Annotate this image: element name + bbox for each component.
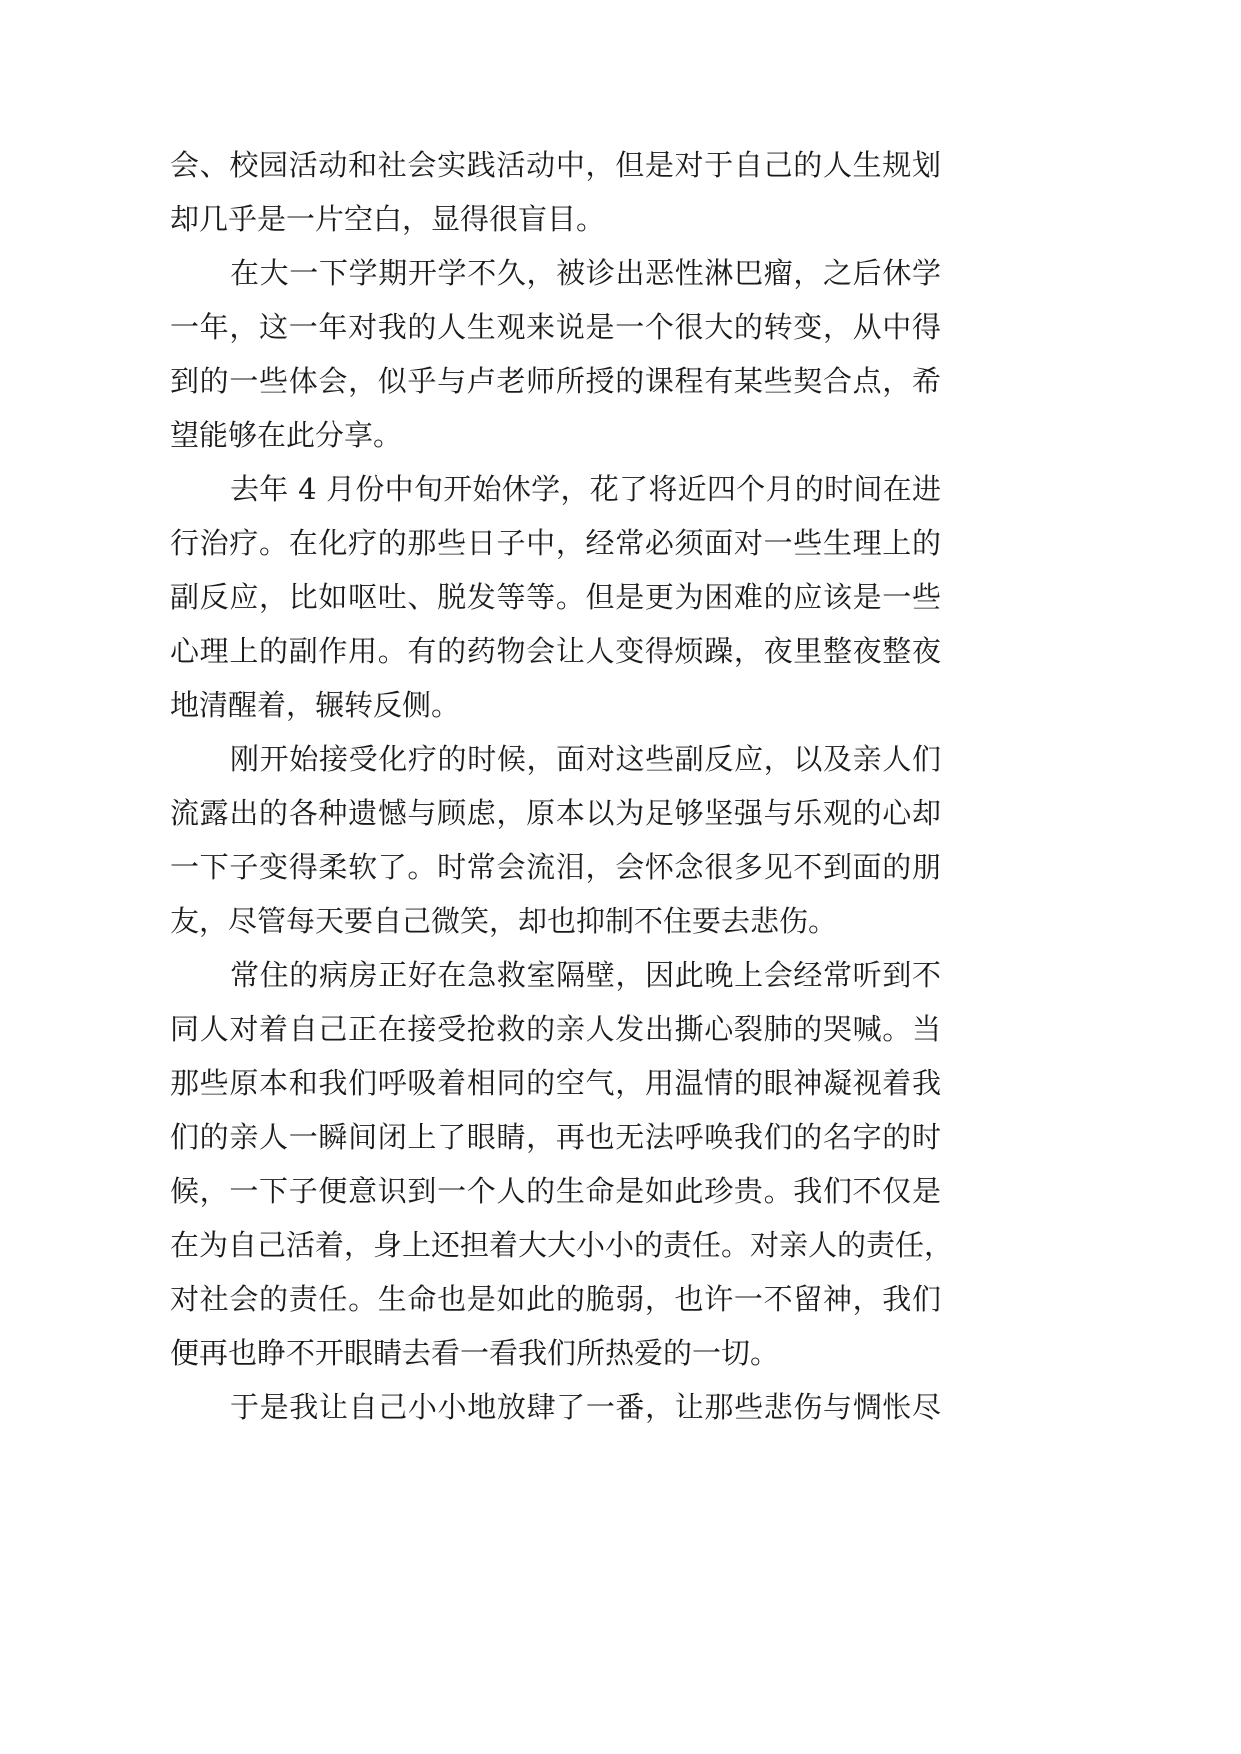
text-line: 行治疗。在化疗的那些日子中，经常必须面对一些生理上的 bbox=[170, 526, 941, 560]
text-line: 副反应，比如呕吐、脱发等等。但是更为困难的应该是一些 bbox=[170, 580, 941, 614]
paragraph-4-line-3 bbox=[0, 837, 1241, 897]
paragraph-5-line-7 bbox=[0, 1269, 1241, 1329]
paragraph-3-line-3 bbox=[0, 567, 1241, 627]
paragraph-4-line-1 bbox=[0, 729, 1241, 789]
paragraph-2-line-4 bbox=[0, 405, 1241, 465]
paragraph-2-line-3 bbox=[0, 351, 1241, 411]
paragraph-6-line-1 bbox=[0, 1377, 1241, 1437]
paragraph-5-line-3 bbox=[0, 1053, 1241, 1113]
text-line: 去年 4 月份中旬开始休学，花了将近四个月的时间在进 bbox=[230, 472, 941, 506]
text-line: 在大一下学期开学不久，被诊出恶性淋巴瘤，之后休学 bbox=[230, 256, 941, 290]
paragraph-1-line-2 bbox=[0, 189, 1241, 249]
text-line: 那些原本和我们呼吸着相同的空气，用温情的眼神凝视着我 bbox=[170, 1066, 941, 1100]
paragraph-1-line-1 bbox=[0, 135, 1241, 195]
text-line: 望能够在此分享。 bbox=[170, 418, 403, 452]
text-line: 于是我让自己小小地放肆了一番，让那些悲伤与惆怅尽 bbox=[230, 1390, 941, 1424]
text-line: 到的一些体会，似乎与卢老师所授的课程有某些契合点，希 bbox=[170, 364, 941, 398]
text-line: 在为自己活着，身上还担着大大小小的责任。对亲人的责任， bbox=[170, 1228, 954, 1262]
paragraph-3-line-5 bbox=[0, 675, 1241, 735]
paragraph-5-line-2 bbox=[0, 999, 1241, 1059]
paragraph-3-line-4 bbox=[0, 621, 1241, 681]
paragraph-5-line-4 bbox=[0, 1107, 1241, 1167]
text-line: 刚开始接受化疗的时候，面对这些副反应，以及亲人们 bbox=[230, 742, 941, 776]
text-line: 同人对着自己正在接受抢救的亲人发出撕心裂肺的哭喊。当 bbox=[170, 1012, 941, 1046]
text-line: 常住的病房正好在急救室隔壁，因此晚上会经常听到不 bbox=[230, 958, 941, 992]
paragraph-2-line-2 bbox=[0, 297, 1241, 357]
paragraph-4-line-2 bbox=[0, 783, 1241, 843]
text-line: 对社会的责任。生命也是如此的脆弱，也许一不留神，我们 bbox=[170, 1282, 941, 1316]
text-line: 候，一下子便意识到一个人的生命是如此珍贵。我们不仅是 bbox=[170, 1174, 941, 1208]
paragraph-3-line-1 bbox=[0, 459, 1241, 519]
paragraph-4-line-4 bbox=[0, 891, 1241, 951]
text-line: 却几乎是一片空白，显得很盲目。 bbox=[170, 202, 606, 236]
paragraph-3-line-2 bbox=[0, 513, 1241, 573]
text-line: 一下子变得柔软了。时常会流泪，会怀念很多见不到面的朋 bbox=[170, 850, 941, 884]
text-line: 流露出的各种遗憾与顾虑，原本以为足够坚强与乐观的心却 bbox=[170, 796, 941, 830]
text-line: 会、校园活动和社会实践活动中，但是对于自己的人生规划 bbox=[170, 148, 941, 182]
text-line: 友，尽管每天要自己微笑，却也抑制不住要去悲伤。 bbox=[170, 904, 838, 938]
text-line: 地清醒着，辗转反侧。 bbox=[170, 688, 461, 722]
paragraph-2-line-1 bbox=[0, 243, 1241, 303]
text-line: 便再也睁不开眼睛去看一看我们所热爱的一切。 bbox=[170, 1336, 780, 1370]
paragraph-5-line-6 bbox=[0, 1215, 1241, 1275]
text-line: 一年，这一年对我的人生观来说是一个很大的转变，从中得 bbox=[170, 310, 941, 344]
text-line: 心理上的副作用。有的药物会让人变得烦躁，夜里整夜整夜 bbox=[170, 634, 941, 668]
paragraph-5-line-8 bbox=[0, 1323, 1241, 1383]
text-line: 们的亲人一瞬间闭上了眼睛，再也无法呼唤我们的名字的时 bbox=[170, 1120, 941, 1154]
paragraph-5-line-5 bbox=[0, 1161, 1241, 1221]
paragraph-5-line-1 bbox=[0, 945, 1241, 1005]
